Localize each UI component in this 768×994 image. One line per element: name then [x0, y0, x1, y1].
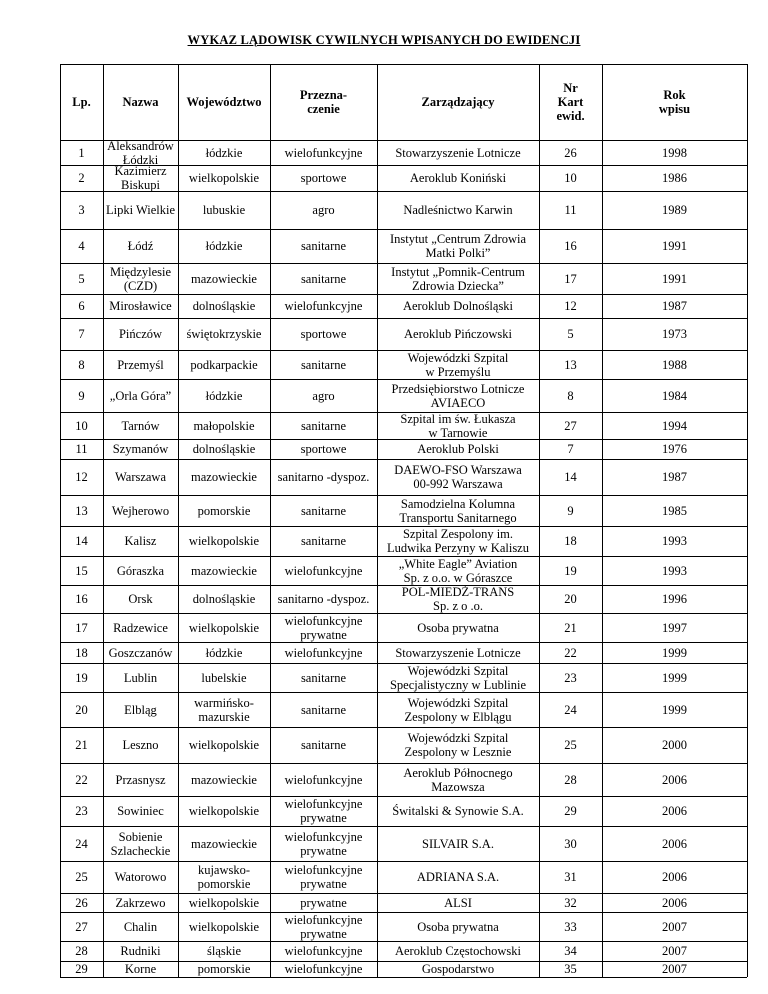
row-26-nr: 32 [564, 895, 577, 910]
row-8-rok: 1988 [662, 357, 687, 372]
table-rule [60, 763, 747, 764]
row-12-lp: 12 [75, 470, 88, 484]
row-10-zarz: Szpital im św. Łukasza w Tarnowie [400, 411, 516, 440]
row-7-rok: 1973 [662, 327, 687, 341]
row-17-nazwa: Radzewice [113, 620, 168, 635]
row-16-woj: dolnośląskie [192, 592, 256, 606]
row-6-przez: wielofunkcyjne [284, 299, 363, 313]
row-17-lp: 17 [75, 620, 88, 635]
row-17-nr: 21 [564, 620, 577, 635]
row-1-rok: 1998 [662, 145, 687, 160]
row-28-nazwa: Rudniki [120, 944, 161, 958]
row-11-nazwa: Szymanów [112, 442, 169, 456]
row-12-rok: 1987 [662, 470, 687, 484]
row-24-lp: 24 [75, 836, 88, 851]
header-przez: Przezna- czenie [299, 88, 348, 116]
row-23-nazwa: Sowiniec [117, 804, 164, 818]
header-zarz: Zarządzający [421, 95, 495, 109]
row-17-zarz: Osoba prywatna [417, 620, 499, 635]
row-8-woj: podkarpackie [190, 357, 258, 372]
row-21-rok: 2000 [662, 738, 687, 752]
row-28-rok: 2007 [662, 944, 687, 958]
row-14-rok: 1993 [662, 534, 687, 548]
row-24-zarz: SILVAIR S.A. [422, 836, 494, 851]
row-29-rok: 2007 [662, 962, 687, 976]
row-5-przez: sanitarne [300, 271, 347, 286]
row-4-nazwa: Łódź [127, 239, 154, 253]
row-27-zarz: Osoba prywatna [417, 919, 499, 934]
header-nazwa: Nazwa [122, 95, 159, 109]
row-28-przez: wielofunkcyjne [284, 944, 363, 958]
document-title: WYKAZ LĄDOWISK CYWILNYCH WPISANYCH DO EWIDENCJI [187, 33, 581, 47]
row-12-woj: mazowieckie [191, 470, 257, 484]
row-11-przez: sportowe [300, 442, 347, 456]
row-24-nazwa: Sobienie Szlacheckie [110, 829, 171, 858]
row-3-nazwa: Lipki Wielkie [105, 203, 176, 217]
row-6-nazwa: Mirosławice [109, 299, 172, 313]
row-2-rok: 1986 [662, 171, 687, 185]
row-2-zarz: Aeroklub Koniński [409, 171, 507, 185]
row-25-rok: 2006 [662, 870, 687, 884]
row-15-lp: 15 [75, 563, 88, 578]
row-14-nr: 18 [564, 534, 577, 548]
row-5-zarz: Instytut „Pomnik-Centrum Zdrowia Dziecka” [391, 264, 525, 293]
row-23-woj: wielkopolskie [188, 804, 260, 818]
row-7-woj: świętokrzyskie [186, 327, 262, 341]
row-22-nr: 28 [564, 772, 577, 787]
row-29-zarz: Gospodarstwo [421, 962, 495, 976]
table-rule [60, 941, 747, 942]
row-15-nazwa: Góraszka [116, 563, 165, 578]
row-7-nazwa: Pińczów [118, 327, 163, 341]
row-5-rok: 1991 [662, 271, 687, 286]
row-7-zarz: Aeroklub Pińczowski [404, 327, 512, 341]
row-29-woj: pomorskie [197, 962, 251, 976]
row-22-zarz: Aeroklub Północnego Mazowsza [403, 765, 513, 794]
row-19-lp: 19 [75, 670, 88, 685]
row-2-nr: 10 [564, 171, 577, 185]
row-10-przez: sanitarne [300, 418, 347, 433]
row-22-przez: wielofunkcyjne [284, 772, 363, 787]
row-4-rok: 1991 [662, 239, 687, 253]
row-17-rok: 1997 [662, 620, 687, 635]
table-rule [60, 64, 747, 65]
row-12-zarz: DAEWO-FSO Warszawa 00-992 Warszawa [394, 463, 522, 491]
row-18-rok: 1999 [662, 645, 687, 660]
row-14-woj: wielkopolskie [188, 534, 260, 548]
row-13-rok: 1985 [662, 503, 687, 518]
row-29-nr: 35 [564, 962, 577, 976]
row-22-lp: 22 [75, 772, 88, 787]
row-18-woj: łódzkie [205, 645, 243, 660]
row-18-nr: 22 [564, 645, 577, 660]
row-21-woj: wielkopolskie [188, 738, 260, 752]
row-26-zarz: ALSI [444, 895, 472, 910]
row-27-nazwa: Chalin [123, 919, 158, 934]
row-28-nr: 34 [564, 944, 577, 958]
table-rule [60, 459, 747, 460]
row-15-woj: mazowieckie [191, 563, 257, 578]
row-8-przez: sanitarne [300, 357, 347, 372]
table-rule [60, 379, 747, 380]
row-4-przez: sanitarne [300, 239, 347, 253]
table-rule [60, 796, 747, 797]
row-3-rok: 1989 [662, 203, 687, 217]
table-rule [60, 861, 747, 862]
row-21-lp: 21 [75, 738, 88, 752]
row-7-nr: 5 [567, 327, 574, 341]
row-2-przez: sportowe [300, 171, 347, 185]
row-14-lp: 14 [75, 534, 88, 548]
row-20-przez: sanitarne [300, 702, 347, 717]
row-1-woj: łódzkie [205, 145, 243, 160]
row-27-woj: wielkopolskie [188, 919, 260, 934]
row-18-nazwa: Goszczanów [108, 645, 173, 660]
row-3-przez: agro [312, 203, 335, 217]
row-26-lp: 26 [75, 895, 88, 910]
row-23-lp: 23 [75, 804, 88, 818]
row-13-przez: sanitarne [300, 503, 347, 518]
row-8-nr: 13 [564, 357, 577, 372]
row-22-woj: mazowieckie [191, 772, 257, 787]
row-19-rok: 1999 [662, 670, 687, 685]
header-woj: Województwo [186, 95, 262, 109]
row-15-rok: 1993 [662, 563, 687, 578]
row-9-lp: 9 [78, 388, 85, 403]
row-25-nazwa: Watorowo [114, 870, 167, 884]
row-18-lp: 18 [75, 645, 88, 660]
row-5-woj: mazowieckie [191, 271, 257, 286]
row-21-nr: 25 [564, 738, 577, 752]
row-25-woj: kujawsko- pomorskie [197, 863, 251, 891]
row-27-przez: wielofunkcyjne prywatne [284, 912, 363, 941]
row-3-lp: 3 [78, 203, 85, 217]
row-9-przez: agro [312, 388, 335, 403]
row-3-zarz: Nadleśnictwo Karwin [403, 203, 513, 217]
row-25-nr: 31 [564, 870, 577, 884]
row-13-nazwa: Wejherowo [111, 503, 170, 518]
row-14-zarz: Szpital Zespolony im. Ludwika Perzyny w Kaliszu [387, 527, 529, 555]
table-column-rule [747, 64, 748, 977]
row-8-lp: 8 [78, 357, 85, 372]
row-22-nazwa: Przasnysz [115, 772, 166, 787]
row-28-woj: śląskie [206, 944, 242, 958]
table-rule [60, 912, 747, 913]
table-rule [60, 318, 747, 319]
row-19-nr: 23 [564, 670, 577, 685]
row-27-rok: 2007 [662, 919, 687, 934]
row-10-woj: małopolskie [193, 418, 255, 433]
row-20-rok: 1999 [662, 702, 687, 717]
row-9-nr: 8 [567, 388, 574, 403]
row-5-nr: 17 [564, 271, 577, 286]
row-17-woj: wielkopolskie [188, 620, 260, 635]
row-4-nr: 16 [564, 239, 577, 253]
header-rok: Rok wpisu [658, 88, 691, 116]
row-29-przez: wielofunkcyjne [284, 962, 363, 976]
row-25-lp: 25 [75, 870, 88, 884]
table-rule [60, 229, 747, 230]
row-20-nazwa: Elbląg [124, 702, 157, 717]
table-rule [60, 727, 747, 728]
row-10-nazwa: Tarnów [121, 418, 160, 433]
row-24-woj: mazowieckie [191, 836, 257, 851]
row-15-nr: 19 [564, 563, 577, 578]
airfield-register-table [60, 64, 747, 977]
row-19-woj: lubelskie [201, 670, 247, 685]
row-14-przez: sanitarne [300, 534, 347, 548]
row-13-nr: 9 [567, 503, 574, 518]
row-4-zarz: Instytut „Centrum Zdrowia Matki Polki” [389, 232, 527, 260]
row-6-woj: dolnośląskie [192, 299, 256, 313]
row-7-przez: sportowe [300, 327, 347, 341]
row-2-nazwa: Kazimierz Biskupi [114, 164, 167, 192]
row-9-woj: łódzkie [205, 388, 243, 403]
row-16-przez: sanitarno -dyspoz. [277, 592, 370, 606]
row-11-lp: 11 [75, 442, 88, 456]
row-7-lp: 7 [78, 327, 85, 341]
row-20-woj: warmińsko- mazurskie [194, 695, 254, 724]
row-6-zarz: Aeroklub Dolnośląski [402, 299, 514, 313]
row-18-przez: wielofunkcyjne [284, 645, 363, 660]
row-11-nr: 7 [567, 442, 574, 456]
row-2-woj: wielkopolskie [188, 171, 260, 185]
row-10-nr: 27 [564, 418, 577, 433]
row-26-rok: 2006 [662, 895, 687, 910]
table-rule [60, 642, 747, 643]
row-24-nr: 30 [564, 836, 577, 851]
row-25-przez: wielofunkcyjne prywatne [284, 863, 363, 891]
row-8-zarz: Wojewódzki Szpital w Przemyślu [407, 350, 509, 379]
row-3-woj: lubuskie [202, 203, 246, 217]
table-rule [60, 613, 747, 614]
row-11-rok: 1976 [662, 442, 687, 456]
row-17-przez: wielofunkcyjne prywatne [284, 613, 363, 642]
header-nr: Nr Kart ewid. [556, 81, 585, 123]
row-20-nr: 24 [564, 702, 577, 717]
row-5-nazwa: Międzylesie (CZD) [109, 264, 172, 293]
row-29-nazwa: Korne [124, 962, 157, 976]
row-23-nr: 29 [564, 804, 577, 818]
row-27-lp: 27 [75, 919, 88, 934]
row-19-zarz: Wojewódzki Szpital Specjalistyczny w Lublinie [389, 663, 527, 692]
row-13-zarz: Samodzielna Kolumna Transportu Sanitarnego [399, 496, 517, 525]
row-20-zarz: Wojewódzki Szpital Zespolony w Elblągu [404, 695, 512, 724]
row-16-nr: 20 [564, 592, 577, 606]
row-1-przez: wielofunkcyjne [284, 145, 363, 160]
row-10-rok: 1994 [662, 418, 687, 433]
row-21-nazwa: Leszno [122, 738, 159, 752]
row-9-nazwa: „Orla Góra” [109, 388, 172, 403]
row-25-zarz: ADRIANA S.A. [416, 870, 500, 884]
row-23-przez: wielofunkcyjne prywatne [284, 797, 363, 825]
row-13-lp: 13 [75, 503, 88, 518]
row-6-lp: 6 [78, 299, 85, 313]
row-14-nazwa: Kalisz [124, 534, 157, 548]
header-lp: Lp. [72, 95, 91, 109]
row-24-rok: 2006 [662, 836, 687, 851]
row-26-przez: prywatne [300, 895, 347, 910]
row-3-nr: 11 [564, 203, 577, 217]
row-23-zarz: Świtalski & Synowie S.A. [392, 804, 524, 818]
row-16-nazwa: Orsk [128, 592, 153, 606]
table-rule [60, 294, 747, 295]
row-2-lp: 2 [78, 171, 85, 185]
table-rule [60, 893, 747, 894]
row-1-nazwa: Aleksandrów Łódzki [107, 138, 174, 167]
row-6-nr: 12 [564, 299, 577, 313]
row-22-rok: 2006 [662, 772, 687, 787]
row-1-zarz: Stowarzyszenie Lotnicze [395, 145, 521, 160]
row-13-woj: pomorskie [197, 503, 251, 518]
row-19-przez: sanitarne [300, 670, 347, 685]
row-11-zarz: Aeroklub Polski [417, 442, 499, 456]
row-20-lp: 20 [75, 702, 88, 717]
table-rule [60, 826, 747, 827]
row-21-przez: sanitarne [300, 738, 347, 752]
table-rule [60, 692, 747, 693]
row-8-nazwa: Przemyśl [117, 357, 164, 372]
row-28-zarz: Aeroklub Częstochowski [394, 944, 522, 958]
row-12-przez: sanitarno -dyspoz. [277, 470, 370, 484]
row-29-lp: 29 [75, 962, 88, 976]
row-12-nr: 14 [564, 470, 577, 484]
row-26-nazwa: Zakrzewo [115, 895, 166, 910]
row-27-nr: 33 [564, 919, 577, 934]
row-12-nazwa: Warszawa [114, 470, 167, 484]
row-24-przez: wielofunkcyjne prywatne [284, 829, 363, 858]
row-11-woj: dolnośląskie [192, 442, 256, 456]
table-rule [60, 977, 747, 978]
row-6-rok: 1987 [662, 299, 687, 313]
row-4-woj: łódzkie [205, 239, 243, 253]
row-28-lp: 28 [75, 944, 88, 958]
row-9-rok: 1984 [662, 388, 687, 403]
row-9-zarz: Przedsiębiorstwo Lotnicze AVIAECO [391, 381, 525, 410]
row-16-zarz: POL-MIEDŹ-TRANS Sp. z o .o. [401, 585, 515, 613]
row-5-lp: 5 [78, 271, 85, 286]
row-16-lp: 16 [75, 592, 88, 606]
row-21-zarz: Wojewódzki Szpital Zespolony w Lesznie [404, 731, 512, 759]
row-1-nr: 26 [564, 145, 577, 160]
row-16-rok: 1996 [662, 592, 687, 606]
row-23-rok: 2006 [662, 804, 687, 818]
row-15-zarz: „White Eagle” Aviation Sp. z o.o. w Góraszce [398, 556, 518, 585]
row-10-lp: 10 [75, 418, 88, 433]
row-18-zarz: Stowarzyszenie Lotnicze [395, 645, 521, 660]
row-19-nazwa: Lublin [123, 670, 158, 685]
row-15-przez: wielofunkcyjne [284, 563, 363, 578]
row-1-lp: 1 [78, 145, 85, 160]
row-4-lp: 4 [78, 239, 85, 253]
row-26-woj: wielkopolskie [188, 895, 260, 910]
